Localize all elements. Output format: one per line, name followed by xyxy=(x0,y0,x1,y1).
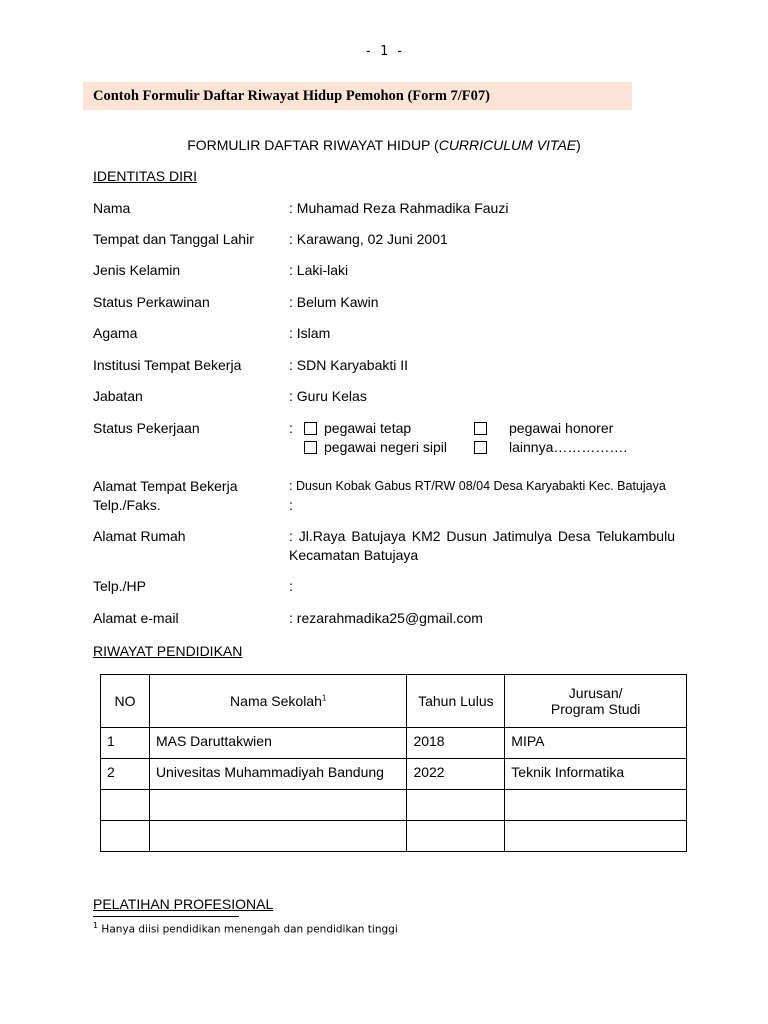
form-title-close: ) xyxy=(576,137,581,153)
cell-no xyxy=(101,821,150,852)
header-no: NO xyxy=(101,675,150,728)
checkbox-pegawai-tetap[interactable] xyxy=(304,422,317,435)
address-word: Batujaya xyxy=(351,528,406,544)
address-word: Dusun xyxy=(446,528,487,544)
option-pegawai-tetap[interactable] xyxy=(304,420,411,436)
header-school-label: Nama Sekolah xyxy=(230,693,322,709)
field-label-telp-faks: Telp./Faks. xyxy=(93,497,161,513)
field-label-institution: Institusi Tempat Bekerja xyxy=(93,357,242,373)
cell-school xyxy=(149,790,407,821)
cell-year xyxy=(407,790,505,821)
checkbox-lainnya[interactable] xyxy=(474,441,487,454)
option-label: pegawai honorer xyxy=(509,420,614,436)
form-banner xyxy=(83,82,632,110)
header-year: Tahun Lulus xyxy=(407,675,505,728)
field-label-marital: Status Perkawinan xyxy=(93,294,210,310)
option-label: lainnya……………. xyxy=(509,439,628,455)
field-value-home-address-line2: Kecamatan Batujaya xyxy=(289,547,419,563)
form-title-main: FORMULIR DAFTAR RIWAYAT HIDUP ( xyxy=(187,137,439,153)
cell-school: MAS Daruttakwien xyxy=(149,728,407,759)
table-row xyxy=(101,759,687,790)
footnote xyxy=(93,921,398,936)
field-value-work-address: : Dusun Kobak Gabus RT/RW 08/04 Desa Karyabakti Kec. Batujaya xyxy=(289,479,666,493)
address-word: Telukambulu xyxy=(596,528,675,544)
address-word: Jatimulya xyxy=(492,528,552,544)
address-word: KM2 xyxy=(411,528,441,544)
field-label-telp-hp: Telp./HP xyxy=(93,578,146,594)
header-major-line2: Program Studi xyxy=(550,701,641,717)
option-label: pegawai negeri sipil xyxy=(324,439,447,455)
field-label-employment: Status Pekerjaan xyxy=(93,420,200,436)
table-row xyxy=(101,821,687,852)
field-value-home-address-line1 xyxy=(289,528,675,544)
identity-heading: IDENTITAS DIRI xyxy=(93,168,197,184)
employment-colon: : xyxy=(289,420,293,436)
field-value-religion: : Islam xyxy=(289,325,331,341)
field-label-email: Alamat e-mail xyxy=(93,610,179,626)
cell-major xyxy=(505,790,687,821)
cell-year: 2022 xyxy=(407,759,505,790)
header-school xyxy=(149,675,407,728)
field-value-gender: : Laki-laki xyxy=(289,262,349,278)
field-value-telp-faks: : xyxy=(289,497,293,513)
footnote-text: Hanya diisi pendidikan menengah dan pendidikan tinggi xyxy=(98,923,398,936)
field-label-gender: Jenis Kelamin xyxy=(93,262,181,278)
header-major-line1: Jurusan/ xyxy=(568,685,623,701)
field-label-home-address: Alamat Rumah xyxy=(93,528,186,544)
cell-major: Teknik Informatika xyxy=(505,759,687,790)
education-table xyxy=(100,674,687,852)
training-heading: PELATIHAN PROFESIONAL xyxy=(93,896,274,912)
field-value-nama: : Muhamad Reza Rahmadika Fauzi xyxy=(289,200,509,216)
field-label-religion: Agama xyxy=(93,325,138,341)
address-word: Jl.Raya xyxy=(298,528,346,544)
field-label-position: Jabatan xyxy=(93,388,143,404)
checkbox-pegawai-honorer[interactable] xyxy=(474,422,487,435)
field-value-ttl: : Karawang, 02 Juni 2001 xyxy=(289,231,448,247)
cell-no: 1 xyxy=(101,728,150,759)
field-value-institution: : SDN Karyabakti II xyxy=(289,357,409,373)
cell-year xyxy=(407,821,505,852)
address-word: Desa xyxy=(557,528,591,544)
footnote-marker: 1 xyxy=(93,921,99,930)
table-header-row xyxy=(101,675,687,728)
cell-no: 2 xyxy=(101,759,150,790)
cell-major: MIPA xyxy=(505,728,687,759)
field-label-ttl: Tempat dan Tanggal Lahir xyxy=(93,231,254,247)
banner-title: Contoh Formulir Daftar Riwayat Hidup Pemohon (Form 7/F07) xyxy=(93,88,490,104)
field-value-marital: : Belum Kawin xyxy=(289,294,379,310)
header-major xyxy=(505,675,687,728)
cell-school: Univesitas Muhammadiyah Bandung xyxy=(149,759,407,790)
cell-year: 2018 xyxy=(407,728,505,759)
footnote-divider xyxy=(93,916,239,917)
cell-school xyxy=(149,821,407,852)
address-word: : xyxy=(289,528,293,544)
option-pns[interactable] xyxy=(304,439,447,455)
field-label-nama: Nama xyxy=(93,200,131,216)
cell-major xyxy=(505,821,687,852)
table-row xyxy=(101,790,687,821)
page-number: - 1 - xyxy=(364,44,404,59)
form-title-italic: CURRICULUM VITAE xyxy=(438,137,577,153)
field-value-email: : rezarahmadika25@gmail.com xyxy=(289,610,483,626)
option-lainnya[interactable] xyxy=(474,439,627,455)
footnote-ref: 1 xyxy=(321,693,327,703)
education-heading: RIWAYAT PENDIDIKAN xyxy=(93,643,243,659)
cell-no xyxy=(101,790,150,821)
option-label: pegawai tetap xyxy=(324,420,412,436)
form-title xyxy=(0,137,768,153)
field-label-work-address: Alamat Tempat Bekerja xyxy=(93,478,238,494)
field-value-position: : Guru Kelas xyxy=(289,388,367,404)
option-pegawai-honorer[interactable] xyxy=(474,420,613,436)
field-value-telp-hp: : xyxy=(289,578,293,594)
table-row xyxy=(101,728,687,759)
checkbox-pns[interactable] xyxy=(304,441,317,454)
